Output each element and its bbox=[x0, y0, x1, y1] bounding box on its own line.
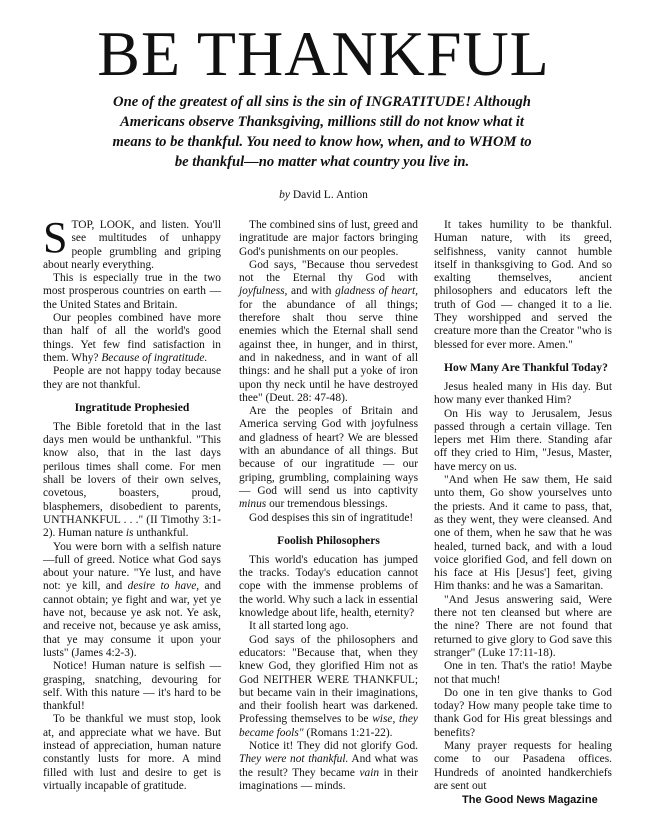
paragraph: It takes humility to be thankful. Human nature, with its greed, selfishness, vanity cannot humble itself in thanksgiving to God. And so exalting themselves, ancient philosophers and educators left the truth of God — changed it to a lie. They worshipped and served the creature more than the Creator "who is blessed for ever more. Amen." bbox=[434, 219, 612, 351]
column-2 bbox=[239, 219, 418, 793]
paragraph: On His way to Jerusalem, Jesus passed through a certain village. Ten lepers met Him there. Standing afar off they cried to Him, "Jesus, Master, have mercy on us. bbox=[434, 407, 612, 473]
paragraph: God says, "Because thou servedest not the Eternal thy God with joyfulness, and with gladness of heart, for the abundance of all things; therefore shalt thou serve thine enemies which the Eternal shall send against thee, in hunger, and in thirst, and in nakedness, and in want of all things: and he shall put a yoke of iron upon thy neck until he have destroyed thee" (Deut. 28: 47-48). bbox=[239, 258, 418, 404]
paragraph: Notice it! They did not glorify God. They were not thankful. And what was the result? They became vain in their imaginations — minds. bbox=[239, 739, 418, 792]
paragraph: This is especially true in the two most prosperous countries on earth — the United States and Britain. bbox=[43, 272, 221, 311]
column-3 bbox=[434, 219, 612, 793]
paragraph: It all started long ago. bbox=[249, 620, 349, 633]
section-heading: Foolish Philosophers bbox=[277, 533, 380, 547]
paragraph: God says of the philosophers and educators: "Because that, when they knew God, they glorified Him not as God NEITHER WERE THANKFUL; but became vain in their imaginations, and their foolish heart was darkened. Professing themselves to be wise, they became fools" (Romans 1:21-22). bbox=[239, 633, 418, 739]
paragraph: Are the peoples of Britain and America serving God with joyfulness and gladness of heart? We are blessed with an abundance of all things. But because of our ingratitude — our griping, grumbling, complaining ways — God will send us into captivity minus our tremendous blessings. bbox=[239, 405, 418, 511]
paragraph: "And when He saw them, He said unto them, Go show yourselves unto the priests. And it came to pass, that, as they went, they were cleansed. And one of them, when he saw that he was healed, turned back, and with a loud voice glorified God, and fell down on his face at His [Jesus'] feet, giving Him thanks: and he was a Samaritan. bbox=[434, 474, 612, 593]
paragraph: You were born with a selfish nature —full of greed. Notice what God says about your nature. "Ye lust, and have not: ye kill, and desire to have, and cannot obtain; ye fight and war, yet ye have not, because ye ask not. Ye ask, and receive not, because ye ask amiss, that ye may consume it upon your lusts" (James 4:2-3). bbox=[43, 540, 221, 659]
byline-prefix: by bbox=[279, 189, 290, 201]
paragraph: The Bible foretold that in the last days men would be unthankful. "This know also, that in the last days perilous times shall come. For men shall be lovers of their own selves, covetous, boasters, proud, blasphemers, disobedient to parents, UNTHANKFUL . . ." (II Timothy 3:1-2). Human nature is unthankful. bbox=[43, 420, 221, 540]
paragraph: Jesus healed many in His day. But how many ever thanked Him? bbox=[434, 380, 612, 407]
section-heading: Ingratitude Prophesied bbox=[74, 400, 190, 414]
author-name: David L. Antion bbox=[292, 189, 368, 201]
paragraph: People are not happy today because they are not thankful. bbox=[43, 365, 221, 391]
article-title: BE THANKFUL bbox=[97, 18, 550, 89]
paragraph: Our peoples combined have more than half of all the world's good things. Yet few find satisfaction in them. Why? Because of ingratitude. bbox=[43, 312, 221, 364]
publication-footer: The Good News Magazine bbox=[462, 794, 598, 806]
byline bbox=[0, 189, 647, 201]
paragraph: "And Jesus answering said, Were there not ten cleansed but where are the nine? There are not found that returned to give glory to God save this stranger" (Luke 17:11-18). bbox=[434, 593, 612, 659]
paragraph: This world's education has jumped the tracks. Today's education cannot cope with the immense problems of the world. Why such a lack in essential knowledge about life, health, eternity? bbox=[239, 553, 418, 620]
paragraph: Notice! Human nature is selfish — grasping, snatching, devouring for self. With this nature — it's hard to be thankful! bbox=[43, 660, 221, 713]
paragraph: Many prayer requests for healing come to our Pasadena offices. Hundreds of anointed handkerchiefs are sent out bbox=[434, 739, 612, 792]
paragraph: God despises this sin of ingratitude! bbox=[249, 511, 414, 524]
paragraph: Do one in ten give thanks to God today? How many people take time to thank God for His great blessings and benefits? bbox=[434, 686, 612, 739]
paragraph: The combined sins of lust, greed and ingratitude are major factors bringing God's punishments on our peoples. bbox=[239, 219, 418, 258]
paragraph: STOP, LOOK, and listen. You'll see multitudes of unhappy people grumbling and griping about nearly everything. bbox=[43, 213, 221, 271]
article-dek: One of the greatest of all sins is the sin of INGRATITUDE! Although Americans observe Thanksgiving, millions still do not know what it means to be thankful. You need to know how, when, and to WHOM to be thankful—no matter what country you live in. bbox=[112, 94, 532, 170]
paragraph: To be thankful we must stop, look at, and appreciate what we have. But instead of appreciation, human nature constantly lusts for more. A mind filled with lust and desire to get is virtually incapable of gratitude. bbox=[43, 713, 221, 792]
paragraph: One in ten. That's the ratio! Maybe not that much! bbox=[434, 660, 612, 686]
section-heading: How Many Are Thankful Today? bbox=[444, 360, 608, 374]
drop-cap: S bbox=[43, 213, 68, 262]
column-1 bbox=[43, 213, 221, 793]
